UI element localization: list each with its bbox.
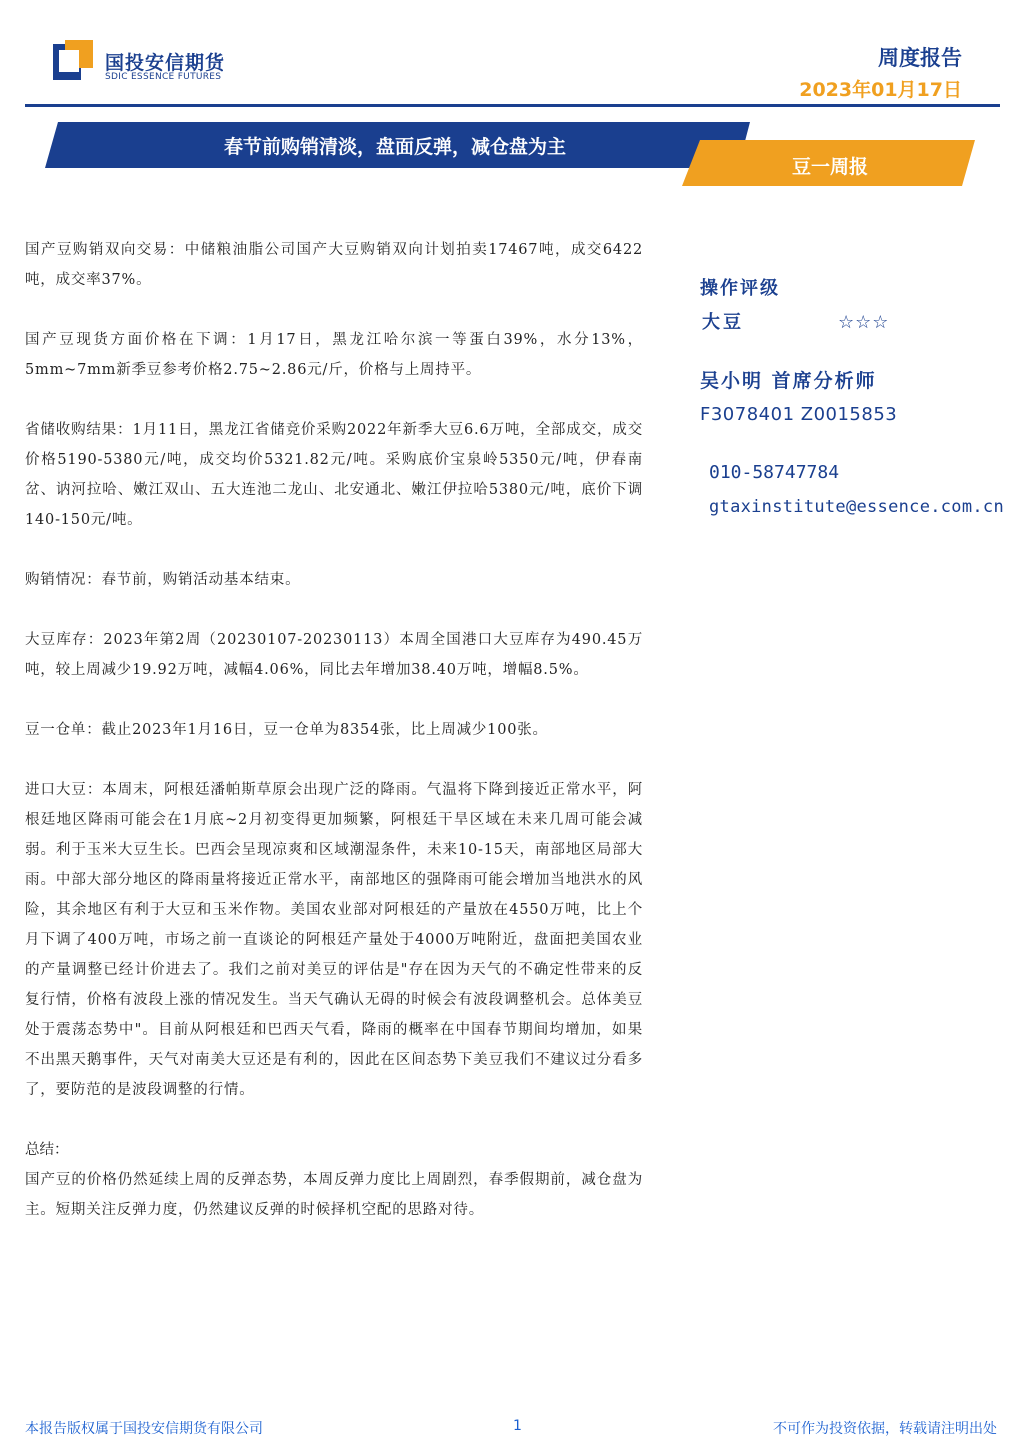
report-tag: 豆一周报 [791,156,868,178]
rating-heading: 操作评级 [700,278,780,299]
page-number: 1 [513,1418,522,1434]
paragraph-imported-soybean: 进口大豆：本周末，阿根廷潘帕斯草原会出现广泛的降雨。气温将下降到接近正常水平，阿根廷地区降雨可能会在1月底~2月初变得更加频繁，阿根廷干旱区域在未来几周可能会减弱。利于玉米大豆生长。巴西会呈现凉爽和区域潮湿条件，未来10-15天，南部地区局部大雨。中部大部分地区的降雨量将接近正常水平，南部地区的强降雨可能会增加当地洪水的风险，其余地区有利于大豆和玉米作物。美国农业部对阿根廷的产量放在4550万吨，比上个月下调了400万吨，市场之前一直谈论的阿根廷产量处于4000万吨附近，盘面把美国农业的产量调整已经计价进去了。我们之前对美豆的评估是"存在因为天气的不确定性带来的反复行情，价格有波段上涨的情况发生。当天气确认无碍的时候会有波段调整机会。总体美豆处于震荡态势中"。目前从阿根廷和巴西天气看，降雨的概率在中国春节期间均增加，如果不出黑天鹅事件，天气对南美大豆还是有利的，因此在区间态势下美豆我们不建议过分看多了，要防范的是波段调整的行情。 [25,782,643,1098]
paragraph-domestic-auction: 国产豆购销双向交易：中储粮油脂公司国产大豆购销双向计划拍卖17467吨，成交6422吨，成交率37%。 [25,242,643,288]
sidebar [700,272,1020,524]
paragraph-inventory: 大豆库存：2023年第2周（20230107-20230113）本周全国港口大豆库存为490.45万吨，较上周减少19.92万吨，减幅4.06%，同比去年增加38.40万吨，增幅8.5%。 [25,632,643,678]
page-footer [25,1418,997,1438]
contact-phone: 010-58747784 [709,462,840,483]
footer-copyright: 本报告版权属于国投安信期货有限公司 [25,1421,263,1437]
company-name-cn: 国投安信期货 [105,52,226,74]
paragraph-spot-price: 国产豆现货方面价格在下调：1月17日，黑龙江哈尔滨一等蛋白39%，水分13%，5mm~7mm新季豆参考价格2.75~2.86元/斤，价格与上周持平。 [25,332,643,378]
paragraph-warehouse-receipts: 豆一仓单：截止2023年1月16日，豆一仓单为8354张，比上周减少100张。 [25,722,548,738]
footer-disclaimer: 不可作为投资依据，转载请注明出处 [773,1421,997,1437]
report-date: 2023年01月17日 [799,79,962,101]
rating-row [700,306,1020,340]
paragraph-provincial-reserve: 省储收购结果：1月11日，黑龙江省储竞价采购2022年新季大豆6.6万吨，全部成交，成交价格5190-5380元/吨，成交均价5321.82元/吨。采购底价宝泉岭5350元/吨，伊春南岔、讷河拉哈、嫩江双山、五大连池二龙山、北安通北、嫩江伊拉哈5380元/吨，底价下调140-150元/吨。 [25,422,643,528]
title-banner [0,118,1025,190]
report-type: 周度报告 [878,46,962,70]
summary-text: 国产豆的价格仍然延续上周的反弹态势，本周反弹力度比上周剧烈，春季假期前，减仓盘为主。短期关注反弹力度，仍然建议反弹的时候择机空配的思路对待。 [25,1172,643,1218]
rating-stars-icon: ☆☆☆ [838,312,890,333]
analyst-license-ids: F3078401 Z0015853 [700,404,898,425]
company-logo [53,40,243,90]
company-name-en: SDIC ESSENCE FUTURES [105,72,222,82]
logo-mark-icon [53,40,93,80]
report-title: 春节前购销清淡，盘面反弹，减仓盘为主 [223,136,566,158]
paragraph-trading-status: 购销情况：春节前，购销活动基本结束。 [25,572,301,588]
header-divider [25,104,1000,107]
contact-email[interactable]: gtaxinstitute@essence.com.cn [709,497,1004,517]
summary-label: 总结： [25,1142,69,1158]
rating-commodity: 大豆 [702,312,744,333]
analyst-name: 吴小明 首席分析师 [700,370,877,392]
report-body [25,235,643,1255]
